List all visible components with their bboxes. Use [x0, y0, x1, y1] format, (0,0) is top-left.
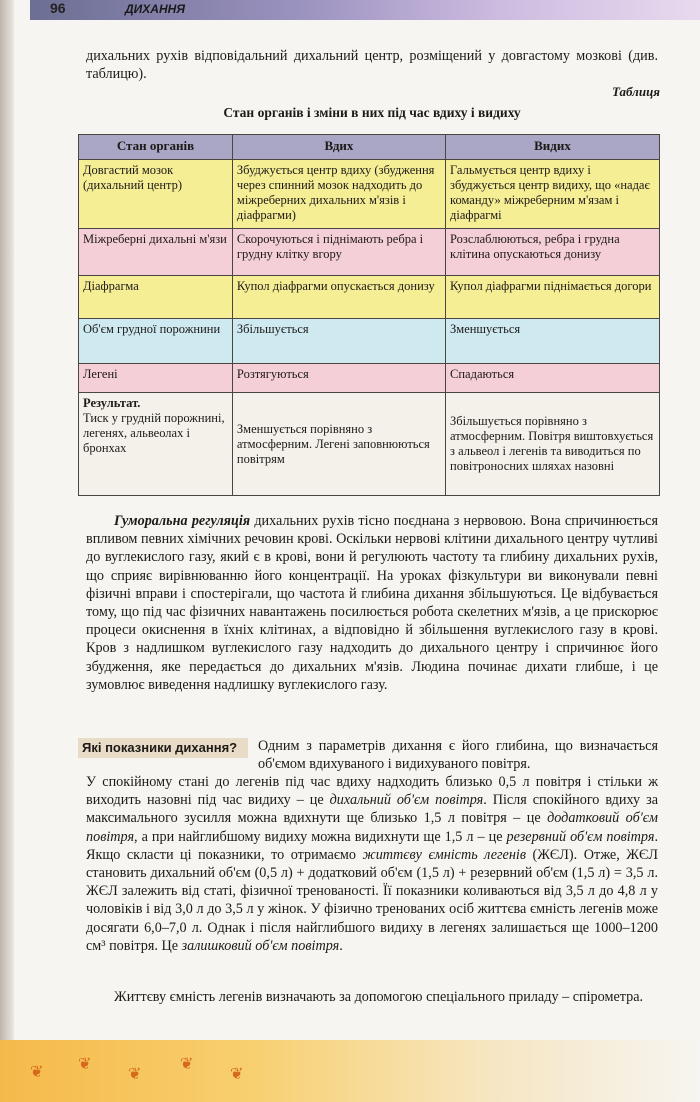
section-title: ДИХАННЯ — [125, 2, 186, 16]
table-title: Стан органів і зміни в них під час вдиху і видиху — [223, 105, 521, 120]
page-number: 96 — [50, 0, 66, 16]
text-run: , а при найглибшому видиху можна видихнути ще 1,5 л – це — [134, 828, 507, 845]
footprint-icon: ❦ — [230, 1064, 244, 1083]
table-label: Таблиця — [612, 84, 660, 99]
table-cell: Зменшується порівняно з атмосферним. Легені заповнюються повітрям — [232, 393, 445, 496]
table-result-row — [79, 393, 660, 496]
table-cell: Розслаблюються, ребра і грудна клітина опускаються донизу — [446, 229, 660, 276]
page-gutter-shadow — [0, 0, 14, 1102]
term-residual-volume: залишковий об'єм повітря — [181, 937, 340, 954]
table-cell: Міжреберні дихальні м'язи — [79, 229, 233, 276]
indicators-paragraph — [86, 773, 658, 955]
table-header-row — [79, 135, 660, 160]
table-row — [79, 364, 660, 393]
table-cell: Зменшується — [446, 319, 660, 364]
table-cell-result — [79, 393, 233, 496]
term-vital-capacity: життєву ємність легенів — [362, 846, 526, 863]
table-cell: Розтягуються — [232, 364, 445, 393]
result-subject: Тиск у грудній порожнині, легенях, альвеолах і бронхах — [83, 411, 225, 455]
footprint-icon: ❦ — [128, 1064, 142, 1083]
footprint-icon: ❦ — [180, 1054, 194, 1073]
table-header-inhale: Вдих — [232, 135, 445, 160]
text-run: . Після спокійного вдиху за максимального зусилля можна вдихнути ще близько 1,5 л повітря – це — [86, 792, 658, 827]
table-cell: Об'єм грудної порожнини — [79, 319, 233, 364]
table-cell: Легені — [79, 364, 233, 393]
footprint-icon: ❦ — [78, 1054, 92, 1073]
breathing-states-table — [78, 134, 660, 496]
table-cell: Спадаються — [446, 364, 660, 393]
table-cell: Діафрагма — [79, 276, 233, 319]
table-cell: Довгастий мозок (дихальний центр) — [79, 160, 233, 229]
result-title: Результат. — [83, 396, 141, 410]
table-cell: Збільшується — [232, 319, 445, 364]
decorative-footer-band — [0, 1040, 700, 1102]
table-header-organs: Стан органів — [79, 135, 233, 160]
text-run: . — [339, 937, 343, 954]
table-cell: Купол діафрагми опускається донизу — [232, 276, 445, 319]
table-header-exhale: Видих — [446, 135, 660, 160]
spirometer-text: Життєву ємність легенів визначають за допомогою спеціального приладу – спірометра. — [114, 989, 644, 1005]
table-cell: Купол діафрагми піднімається догори — [446, 276, 660, 319]
table-row — [79, 160, 660, 229]
term-inspiratory-reserve: додатковий об'єм повітря — [86, 810, 658, 845]
table-row — [79, 276, 660, 319]
table-row — [79, 319, 660, 364]
text-run: (ЖЄЛ). Отже, ЖЄЛ становить дихальний об'єм (0,5 л) + додатковий об'єм (1,5 л) + резервний об'єм (1,5 л) = 3,5 л. ЖЄЛ залежить від статі, фізичної тренованості. Її показники коливаються від 3,5 л до 4,8 л у чоловіків і від 3,0 л до 3,5 л у жінок. У фізично тренованих осіб життєва ємність легенів може досягати 6,0–7,0 л. Однак і після найглибшого видиху в легенях залишається ще 1000–1200 см³ повітря. Це — [86, 846, 658, 954]
intro-paragraph: дихальних рухів відповідальний дихальний центр, розміщений у довгастому мозкові (див. таблицю). — [86, 48, 658, 83]
question-intro-text: Одним з параметрів дихання є його глибина, що визначається об'ємом вдихуваного і видихуваного повітря. — [258, 738, 658, 773]
humoral-text: дихальних рухів тісно поєднана з нервовою. Вона спричинюється впливом певних хімічних речовин крові. Оскільки нервові клітини дихального центру чутливі до вуглекислого газу, який є в крові, вони й регулюють частоту та глибину дихальних рухів, що сприяє вирівнюванню його концентрації. На уроках фізкультури ви виконували певні фізичні вправи і спостерігали, що частота й глибина дихання збільшуються. Це відбувається тому, що під час фізичних навантажень посилюється робота скелетних м'язів, а це прискорює процеси окиснення в їхніх клітинах, а відповідно й збільшення вуглекислого газу в крові. Кров з надлишком вуглекислого газу надходить до дихального центру і спричинює його збудження, яке передається до дихальних м'язів. Людина починає дихати глибше, і це зумовлює виведення надлишку вуглекислого газу. — [86, 513, 658, 693]
table-cell: Гальмується центр вдиху і збуджується центр видиху, що «надає команду» міжреберним м'язам і діафрагмі — [446, 160, 660, 229]
footprint-icon: ❦ — [30, 1062, 44, 1081]
text-run: У спокійному стані до легенів під час вдиху надходить близько 0,5 л повітря і стільки ж виходить назовні під час видиху – це — [86, 774, 658, 809]
section-question-label: Які показники дихання? — [78, 738, 248, 758]
text-run: . Якщо скласти ці показники, то отримаємо — [86, 828, 658, 863]
page-header — [30, 0, 700, 20]
humoral-regulation-paragraph — [86, 512, 658, 694]
term-tidal-volume: дихальний об'єм повітря — [329, 792, 484, 809]
humoral-lead-term: Гуморальна регуляція — [114, 513, 251, 529]
table-row — [79, 229, 660, 276]
table-cell: Збуджується центр вдиху (збудження через спинний мозок надходить до міжреберних дихальних м'язів і діафрагми) — [232, 160, 445, 229]
table-cell: Скорочуються і піднімають ребра і грудну клітку вгору — [232, 229, 445, 276]
spirometer-paragraph — [86, 988, 658, 1006]
term-expiratory-reserve: резервний об'єм повітря — [506, 828, 655, 845]
table-cell: Збільшується порівняно з атмосферним. Повітря виштовхується з альвеол і легенів та виводиться по повітроносних шляхах назовні — [446, 393, 660, 496]
